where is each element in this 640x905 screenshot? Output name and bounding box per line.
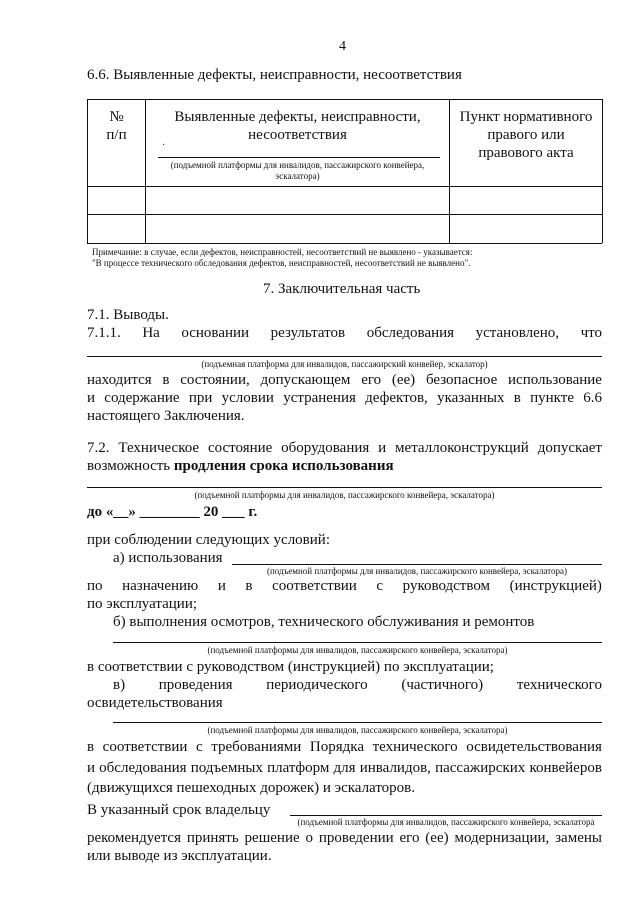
table-note-1: Примечание: в случае, если дефектов, неисправностей, несоответствий не выявлено - указывается:: [92, 247, 473, 257]
col-defects-header-1: Выявленные дефекты, неисправности,: [174, 109, 421, 125]
col-norm-header-2: правого или: [487, 127, 565, 143]
conditions-intro: при соблюдении следующих условий:: [87, 532, 330, 548]
table-note-2: "В процессе технического обследования дефектов, неисправностей, несоответствий не выявлено".: [92, 258, 471, 268]
owner-line-1: В указанный срок владельцу: [87, 802, 271, 818]
para-7-2-line-2: возможность продления срока использования: [87, 458, 394, 474]
condition-b-line-1: б) выполнения осмотров, технического обслуживания и ремонтов: [113, 614, 535, 630]
section-7-title: 7. Заключительная часть: [263, 281, 421, 297]
col-defects-mark: ·: [162, 140, 166, 151]
col-defects-subcaption-2: эскалатора): [275, 171, 320, 181]
col-number-header-2: п/п: [106, 127, 127, 143]
condition-c-line-3: в соответствии с требованиями Порядка технического освидетельствования: [87, 739, 602, 755]
para-7-2-subcaption: (подъемной платформы для инвалидов, пассажирского конвейера, эскалатора): [194, 490, 495, 500]
owner-subcaption: (подъемной платформы для инвалидов, пассажирского конвейера, эскалатора: [297, 817, 595, 827]
col-defects-header-2: несоответствия: [248, 127, 347, 143]
condition-c-line-5: (движущихся пешеходных дорожек) и эскалаторов.: [87, 780, 416, 796]
condition-c-line-2: освидетельствования: [87, 695, 223, 711]
para-7-1-1-subcaption: (подъемная платформа для инвалидов, пассажирский конвейер, эскалатор): [201, 359, 488, 369]
condition-a-label: а) использования: [113, 550, 223, 566]
para-7-1-1-line-4: настоящего Заключения.: [87, 408, 245, 424]
owner-line-2: рекомендуется принять решение о проведении его (ее) модернизации, замены: [87, 830, 602, 846]
condition-a-line-2: по назначению и в соответствии с руководством (инструкцией): [87, 578, 602, 594]
condition-c-line-4: и обследования подъемных платформ для инвалидов, пассажирских конвейеров: [87, 760, 602, 776]
conclusions-heading: 7.1. Выводы.: [87, 307, 169, 323]
owner-line-3: или выводе из эксплуатации.: [87, 848, 272, 864]
condition-a-line-3: по эксплуатации;: [87, 596, 198, 612]
para-7-2-line-1: 7.2. Техническое состояние оборудования и металлоконструкций допускает: [87, 440, 602, 456]
page-number: 4: [339, 39, 346, 54]
para-7-1-1-line-1: 7.1.1. На основании результатов обследования установлено, что: [87, 325, 602, 341]
para-7-1-1-line-2: находится в состоянии, допускающем его (ее) безопасное использование: [87, 372, 602, 388]
condition-c-subcaption: (подъемной платформы для инвалидов, пассажирского конвейера, эскалатора): [207, 725, 508, 735]
condition-a-subcaption: (подъемной платформы для инвалидов, пассажирского конвейера, эскалатора): [266, 566, 567, 576]
col-norm-header-1: Пункт нормативного: [459, 109, 593, 125]
until-date-line: до «__» ________ 20 ___ г.: [87, 504, 258, 520]
para-7-1-1-line-3: и содержание при условии устранения дефектов, указанных в пункте 6.6: [87, 390, 602, 406]
section-6-6-heading: 6.6. Выявленные дефекты, неисправности, несоответствия: [87, 67, 462, 83]
col-norm-header-3: правового акта: [478, 145, 574, 161]
col-defects-subcaption-1: (подъемной платформы для инвалидов, пассажирского конвейера,: [170, 160, 425, 170]
condition-b-subcaption: (подъемной платформы для инвалидов, пассажирского конвейера, эскалатора): [207, 645, 508, 655]
col-number-header-1: №: [109, 109, 124, 125]
condition-c-line-1: в) проведения периодического (частичного) технического: [113, 677, 602, 693]
condition-b-line-2: в соответствии с руководством (инструкцией) по эксплуатации;: [87, 659, 494, 675]
